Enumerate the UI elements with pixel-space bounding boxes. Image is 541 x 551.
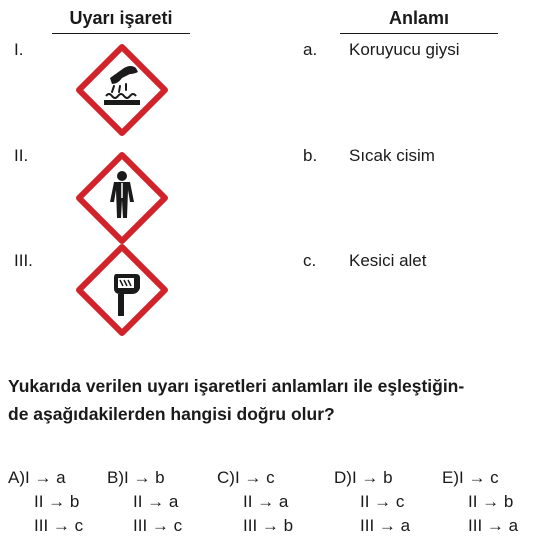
corrosive-hand-sign-icon bbox=[76, 44, 168, 136]
row-1-meaning: Koruyucu giysi bbox=[349, 40, 460, 59]
option-c-line-2: II → a bbox=[243, 492, 289, 511]
header-right-rule bbox=[340, 33, 498, 34]
protective-suit-sign-icon bbox=[76, 152, 168, 244]
header-warning-sign: Uyarı işareti bbox=[69, 8, 173, 28]
option-a[interactable] bbox=[8, 466, 83, 538]
option-e[interactable] bbox=[442, 466, 518, 538]
cutting-tool-sign-icon bbox=[76, 244, 168, 336]
option-c-line-1: I → c bbox=[234, 468, 275, 487]
row-2-meaning: Sıcak cisim bbox=[349, 146, 435, 165]
option-d-label: D) bbox=[334, 468, 352, 487]
option-d-line-1: I → b bbox=[351, 468, 393, 487]
question-line-2: de aşağıdakilerden hangisi doğru olur? bbox=[8, 404, 335, 424]
option-a-line-1: I → a bbox=[25, 468, 66, 487]
row-2-roman: II. bbox=[14, 146, 29, 165]
option-c-line-3: III → b bbox=[243, 516, 294, 535]
option-b[interactable] bbox=[107, 466, 182, 538]
header-left-rule bbox=[52, 33, 190, 34]
option-a-label: A) bbox=[8, 468, 25, 487]
row-3-letter: c. bbox=[303, 251, 317, 270]
option-e-line-2: II → b bbox=[468, 492, 514, 511]
row-3-meaning: Kesici alet bbox=[349, 251, 427, 270]
option-b-line-2: II → a bbox=[133, 492, 179, 511]
option-e-line-3: III → a bbox=[468, 516, 519, 535]
option-e-line-1: I → c bbox=[459, 468, 499, 487]
row-1-letter: a. bbox=[303, 40, 318, 59]
row-3-roman: III. bbox=[14, 251, 33, 270]
option-b-line-3: III → c bbox=[133, 516, 183, 535]
option-a-line-3: III → c bbox=[34, 516, 84, 535]
question-text bbox=[8, 372, 538, 428]
option-e-label: E) bbox=[442, 468, 459, 487]
row-1-roman: I. bbox=[14, 40, 24, 59]
row-2-letter: b. bbox=[303, 146, 318, 165]
option-d-line-3: III → a bbox=[360, 516, 411, 535]
option-c[interactable] bbox=[217, 466, 293, 538]
question-line-1: Yukarıda verilen uyarı işaretleri anlamları ile eşleştiğin- bbox=[8, 376, 465, 396]
option-b-label: B) bbox=[107, 468, 124, 487]
option-d-line-2: II → c bbox=[360, 492, 405, 511]
option-d[interactable] bbox=[334, 466, 410, 538]
option-a-line-2: II → b bbox=[34, 492, 80, 511]
option-c-label: C) bbox=[217, 468, 235, 487]
header-meaning: Anlamı bbox=[388, 8, 449, 28]
option-b-line-1: I → b bbox=[124, 468, 165, 487]
